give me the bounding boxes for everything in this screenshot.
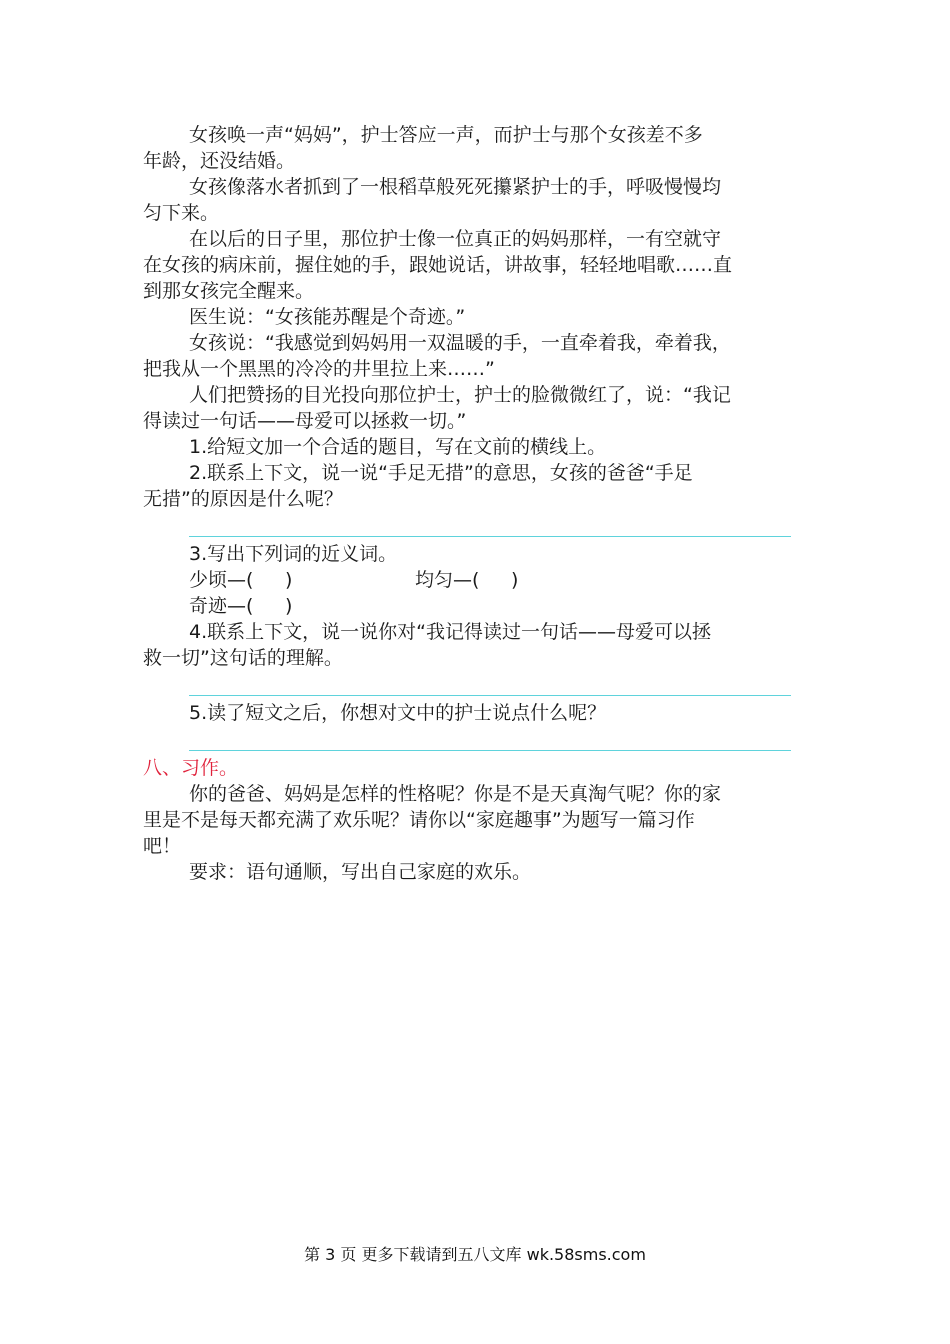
passage-line: 在女孩的病床前，握住她的手，跟她说话，讲故事，轻轻地唱歌……直 bbox=[143, 254, 733, 276]
passage-line: 匀下来。 bbox=[143, 202, 220, 224]
synonym-blank[interactable]: ) bbox=[511, 569, 519, 591]
page-footer: 第 3 页 更多下载请到五八文库 wk.58sms.com bbox=[304, 1245, 646, 1264]
passage-line: 得读过一句话——母爱可以拯救一切。” bbox=[143, 410, 467, 432]
question-1: 1.给短文加一个合适的题目，写在文前的横线上。 bbox=[189, 436, 607, 458]
essay-prompt-line: 吧！ bbox=[143, 835, 182, 857]
passage-line: 在以后的日子里，那位护士像一位真正的妈妈那样，一有空就守 bbox=[189, 228, 722, 250]
passage-line: 到那女孩完全醒来。 bbox=[143, 280, 315, 302]
answer-line-q5[interactable] bbox=[189, 726, 791, 751]
answer-line-q4[interactable] bbox=[189, 671, 791, 696]
synonym-word: 奇迹—( bbox=[189, 595, 254, 617]
passage-line: 女孩说：“我感觉到妈妈用一双温暖的手，一直牵着我，牵着我， bbox=[189, 332, 731, 354]
question-4: 4.联系上下文，说一说你对“我记得读过一句话——母爱可以拯 bbox=[189, 621, 711, 643]
essay-requirement: 要求：语句通顺，写出自己家庭的欢乐。 bbox=[189, 861, 532, 883]
synonym-blank[interactable]: ) bbox=[285, 569, 293, 591]
synonym-word: 均匀—( bbox=[415, 569, 480, 591]
passage-line: 女孩唤一声“妈妈”，护士答应一声，而护士与那个女孩差不多 bbox=[189, 124, 703, 146]
synonym-blank[interactable]: ) bbox=[285, 595, 293, 617]
passage-line: 把我从一个黑黑的冷冷的井里拉上来……” bbox=[143, 358, 495, 380]
passage-line: 人们把赞扬的目光投向那位护士，护士的脸微微红了，说：“我记 bbox=[189, 384, 731, 406]
question-4-cont: 救一切”这句话的理解。 bbox=[143, 647, 343, 669]
synonym-row bbox=[143, 593, 793, 619]
passage-line: 年龄，还没结婚。 bbox=[143, 150, 296, 172]
passage-line: 女孩像落水者抓到了一根稻草般死死攥紧护士的手，呼吸慢慢均 bbox=[189, 176, 722, 198]
question-5: 5.读了短文之后，你想对文中的护士说点什么呢？ bbox=[189, 702, 607, 724]
essay-prompt-line: 里是不是每天都充满了欢乐呢？请你以“家庭趣事”为题写一篇习作 bbox=[143, 809, 695, 831]
synonym-word: 少顷—( bbox=[189, 569, 254, 591]
question-2: 2.联系上下文，说一说“手足无措”的意思，女孩的爸爸“手足 bbox=[189, 462, 693, 484]
answer-line-q2[interactable] bbox=[189, 512, 791, 537]
passage-line: 医生说：“女孩能苏醒是个奇迹。” bbox=[189, 306, 466, 328]
document-body bbox=[143, 122, 793, 885]
question-2-cont: 无措”的原因是什么呢？ bbox=[143, 488, 343, 510]
section-heading: 八、习作。 bbox=[143, 757, 239, 779]
synonym-row bbox=[143, 567, 793, 593]
essay-prompt-line: 你的爸爸、妈妈是怎样的性格呢？你是不是天真淘气呢？你的家 bbox=[189, 783, 722, 805]
question-3: 3.写出下列词的近义词。 bbox=[189, 543, 398, 565]
